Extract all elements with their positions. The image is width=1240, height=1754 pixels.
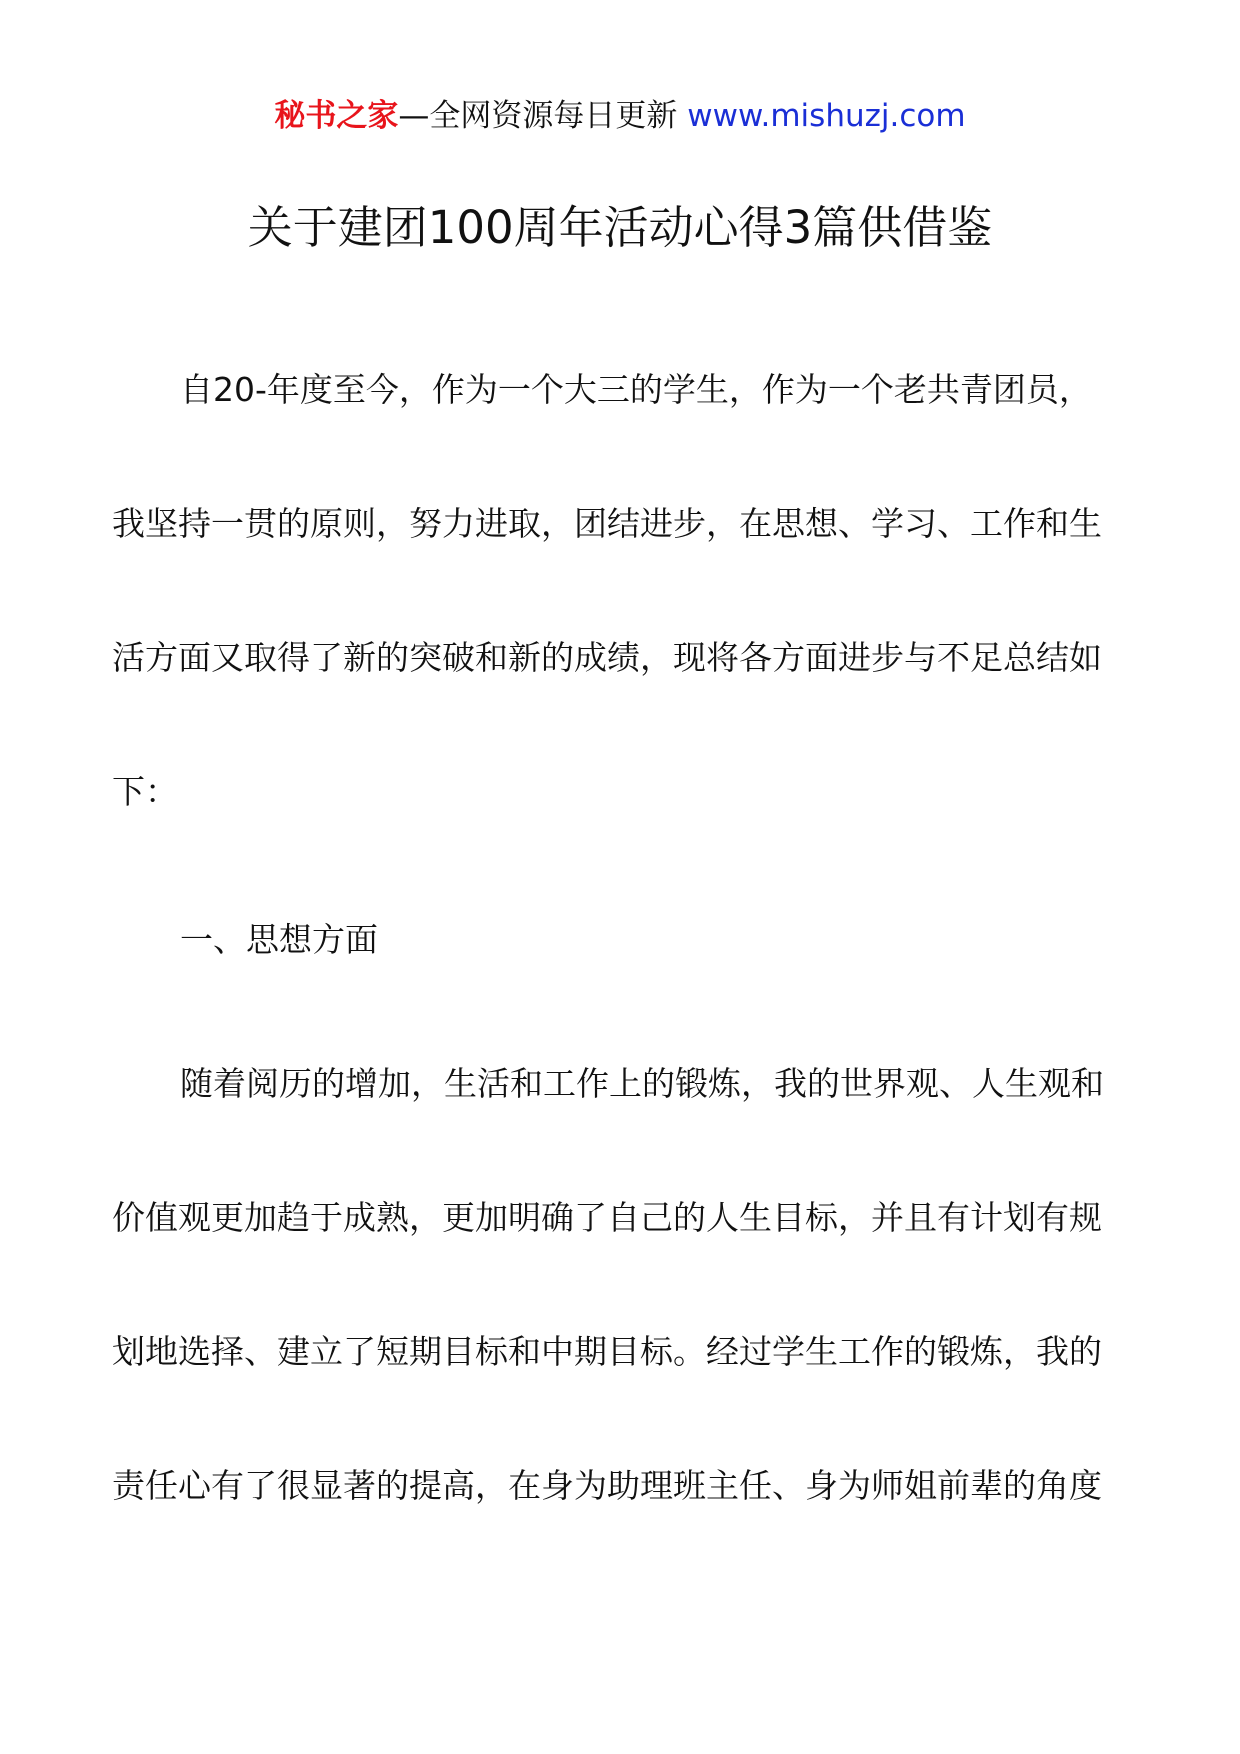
paragraph-line: 下：	[112, 772, 178, 811]
paragraph-line: 划地选择、建立了短期目标和中期目标。经过学生工作的锻炼，我的	[112, 1332, 1102, 1371]
header-tagline: —全网资源每日更新	[398, 98, 678, 134]
paragraph-line: 活方面又取得了新的突破和新的成绩，现将各方面进步与不足总结如	[112, 638, 1102, 677]
paragraph-line: 价值观更加趋于成熟，更加明确了自己的人生目标，并且有计划有规	[112, 1198, 1102, 1237]
site-url[interactable]: www.mishuzj.com	[687, 98, 966, 134]
document-title: 关于建团100周年活动心得3篇供借鉴	[247, 201, 993, 254]
paragraph-line: 责任心有了很显著的提高，在身为助理班主任、身为师姐前辈的角度	[112, 1466, 1102, 1505]
paragraph-line: 自20-年度至今，作为一个大三的学生，作为一个老共青团员，	[180, 370, 1092, 409]
site-header	[0, 96, 1240, 136]
paragraph-line: 我坚持一贯的原则，努力进取，团结进步，在思想、学习、工作和生	[112, 504, 1102, 543]
brand-name: 秘书之家	[274, 98, 399, 134]
paragraph-line: 随着阅历的增加，生活和工作上的锻炼，我的世界观、人生观和	[180, 1064, 1104, 1103]
section-heading: 一、思想方面	[180, 920, 378, 959]
